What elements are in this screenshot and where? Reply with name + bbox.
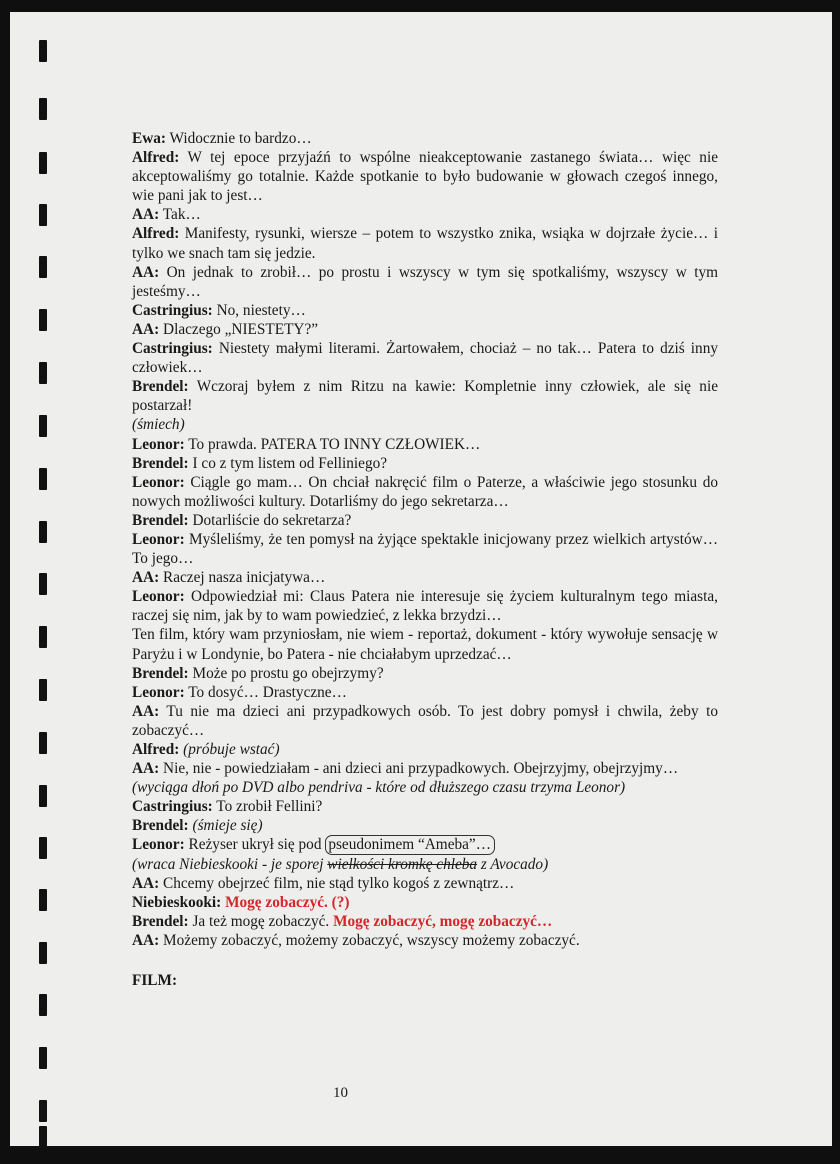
speaker-name: Brendel:: [132, 378, 189, 396]
stage-direction: (wyciąga dłoń po DVD albo pendriva - które od dłuższego czasu trzyma Leonor): [132, 779, 626, 797]
dialogue-text: Tu nie ma dzieci ani przypadkowych osób. To jest dobry pomysł i chwila, żeby to zobaczyć…: [132, 702, 718, 739]
binding-hole: [39, 837, 47, 859]
binding-hole: [39, 889, 47, 911]
dialogue-text: Dlaczego „NIESTETY?”: [159, 320, 319, 338]
binding-hole: [39, 204, 47, 226]
speaker-name: Brendel:: [132, 912, 189, 930]
dialogue-text: Ten film, który wam przyniosłam, nie wiem - reportaż, dokument - który wywołuje sensację w Paryżu i w Londynie, bo Patera - nie chciałabym uprzedzać…: [132, 626, 718, 663]
binding-hole: [39, 362, 47, 384]
dialogue-line: [132, 835, 718, 854]
dialogue-text: Myśleliśmy, że ten pomysł na żyjące spektakle inicjowany przez wielkich artystów… To jego…: [132, 530, 718, 568]
dialogue-line: [132, 874, 718, 893]
dialogue-line: [132, 377, 718, 415]
speaker-name: Castringius:: [132, 340, 213, 358]
dialogue-text: Może po prostu go obejrzymy?: [188, 664, 384, 682]
dialogue-line: [132, 320, 718, 339]
dialogue-text: Widocznie to bardzo…: [166, 130, 312, 147]
dialogue-text: No, niestety…: [212, 301, 306, 319]
red-highlight: Mogę zobaczyć, mogę zobaczyć…: [333, 912, 553, 930]
page-number: 10: [333, 1085, 348, 1101]
dialogue-text: Nie, nie - powiedziałam - ani dzieci ani przypadkowych. Obejrzyjmy, obejrzyjmy…: [159, 760, 679, 778]
speaker-name: Leonor:: [132, 530, 185, 548]
speaker-name: Leonor:: [132, 836, 185, 854]
dialogue-line: [132, 205, 718, 224]
film-heading: FILM:: [132, 972, 178, 990]
dialogue-line: [132, 893, 718, 912]
dialogue-line: [132, 301, 718, 320]
dialogue-line: [132, 816, 718, 835]
stage-direction: z Avocado): [477, 855, 549, 873]
speaker-name: AA:: [132, 206, 160, 224]
speaker-name: Brendel:: [132, 817, 189, 835]
speaker-name: AA:: [132, 702, 160, 720]
speaker-name: Leonor:: [132, 683, 185, 701]
speaker-name: Brendel:: [132, 454, 189, 472]
speaker-name: AA:: [132, 931, 160, 949]
dialogue-line: [132, 664, 718, 683]
dialogue-text: I co z tym listem od Felliniego?: [188, 454, 388, 472]
speaker-name: Castringius:: [132, 798, 213, 816]
dialogue-text: Tak…: [159, 206, 201, 224]
dialogue-text: W tej epoce przyjaźń to wspólne nieakceptowanie zastanego świata… więc nie akceptowaliśmy go totalnie. Każde spotkanie to było budowanie w głowach czegoś innego, wie pani jak to jest…: [132, 149, 718, 205]
dialogue-text: To zrobił Fellini?: [212, 798, 323, 816]
dialogue-line: [132, 931, 718, 950]
speaker-name: Leonor:: [132, 435, 185, 453]
stage-direction: (próbuje wstać): [179, 741, 280, 758]
circled-annotation: pseudonimem “Ameba”…: [325, 835, 495, 855]
dialogue-text: On jednak to zrobił… po prostu i wszyscy w tym się spotkaliśmy, wszyscy w tym jesteśmy…: [132, 263, 718, 300]
dialogue-text: Wczoraj byłem z nim Ritzu na kawie: Kompletnie inny człowiek, ale się nie postarzał!: [132, 378, 718, 415]
speaker-name: Alfred:: [132, 149, 180, 167]
dialogue-line: [132, 587, 718, 625]
binding-hole: [39, 256, 47, 278]
dialogue-line: [132, 415, 718, 434]
binding-hole: [39, 732, 47, 754]
dialogue-text: Odpowiedział mi: Claus Patera nie interesuje się życiem kulturalnym tego miasta, raczej się nim, jak by to wam powiedzieć, z lekka brzydzi…: [132, 588, 718, 625]
binding-hole: [39, 679, 47, 701]
binding-hole: [39, 415, 47, 437]
dialogue-text: Chcemy obejrzeć film, nie stąd tylko kogoś z zewnątrz…: [159, 874, 515, 892]
dialogue-text: Możemy zobaczyć, możemy zobaczyć, wszyscy możemy zobaczyć.: [159, 931, 580, 949]
speaker-name: Leonor:: [132, 588, 185, 606]
dialogue-line: [132, 454, 718, 473]
speaker-name: Brendel:: [132, 664, 189, 682]
dialogue-line: [132, 683, 718, 702]
binding-hole: [39, 152, 47, 174]
binding-hole: [39, 40, 47, 62]
binding-hole: [39, 785, 47, 807]
dialogue-text: Ja też mogę zobaczyć.: [188, 912, 334, 930]
dialogue-line: [132, 912, 718, 931]
speaker-name: Ewa:: [132, 130, 166, 147]
dialogue-line: [132, 224, 718, 262]
dialogue-text: Dotarliście do sekretarza?: [188, 511, 352, 529]
speaker-name: AA:: [132, 569, 160, 587]
stage-direction: (śmiech): [132, 416, 185, 434]
speaker-name: Castringius:: [132, 301, 213, 319]
binding-hole: [39, 521, 47, 543]
dialogue-text: Manifesty, rysunki, wiersze – potem to wszystko znika, wsiąka w dojrzałe życie… i tylko we snach tam się jedzie.: [132, 225, 718, 262]
dialogue-line: [132, 339, 718, 377]
speaker-name: Brendel:: [132, 511, 189, 529]
speaker-name: Leonor:: [132, 473, 185, 491]
speaker-name: AA:: [132, 760, 160, 778]
dialogue-text: Ciągle go mam… On chciał nakręcić film o Paterze, a właściwie jego stosunku do nowych możliwości kultury. Dotarliśmy do jego sekretarza…: [132, 473, 718, 510]
speaker-name: AA:: [132, 874, 160, 892]
binding-hole: [39, 1047, 47, 1069]
speaker-name: AA:: [132, 320, 160, 338]
dialogue-line: [132, 797, 718, 816]
binding-hole: [39, 1126, 47, 1148]
binding-hole: [39, 468, 47, 490]
dialogue-line: [132, 263, 718, 301]
dialogue-line: [132, 568, 718, 587]
dialogue-line: [132, 530, 718, 568]
document-page: [10, 12, 832, 1146]
speaker-name: Alfred:: [132, 225, 180, 243]
speaker-name: Alfred:: [132, 741, 180, 758]
dialogue-line: [132, 511, 718, 530]
dialogue-line: [132, 759, 718, 778]
speaker-name: AA:: [132, 263, 160, 281]
dialogue-text: To prawda. PATERA TO INNY CZŁOWIEK…: [184, 435, 481, 453]
dialogue-line: [132, 702, 718, 740]
dialogue-line: [132, 435, 718, 454]
dialogue-line: [132, 625, 718, 663]
binding-hole: [39, 942, 47, 964]
dialogue-text: Niestety małymi literami. Żartowałem, chociaż – no tak… Patera to dziś inny człowiek…: [132, 340, 718, 377]
dialogue-line: [132, 148, 718, 205]
binding-hole: [39, 1100, 47, 1122]
stage-direction: (śmieje się): [188, 817, 263, 835]
dialogue-line: [132, 740, 718, 759]
binding-hole: [39, 98, 47, 120]
dialogue-line: [132, 778, 718, 797]
script-text: [132, 129, 718, 990]
red-highlight: Mogę zobaczyć. (?): [221, 893, 350, 911]
dialogue-text: Raczej nasza inicjatywa…: [159, 569, 326, 587]
stage-direction: (wraca Niebieskooki - je sporej: [132, 855, 328, 873]
dialogue-text: Reżyser ukrył się pod: [184, 836, 326, 854]
dialogue-text: To dosyć… Drastyczne…: [184, 683, 347, 701]
dialogue-line: [132, 855, 718, 874]
struck-out-text: wielkości kromkę chleba: [327, 855, 478, 873]
binding-hole: [39, 626, 47, 648]
dialogue-line: [132, 129, 718, 148]
dialogue-line: [132, 473, 718, 511]
binding-hole: [39, 309, 47, 331]
speaker-name: Niebieskooki:: [132, 893, 222, 911]
binding-hole: [39, 994, 47, 1016]
binding-hole: [39, 573, 47, 595]
